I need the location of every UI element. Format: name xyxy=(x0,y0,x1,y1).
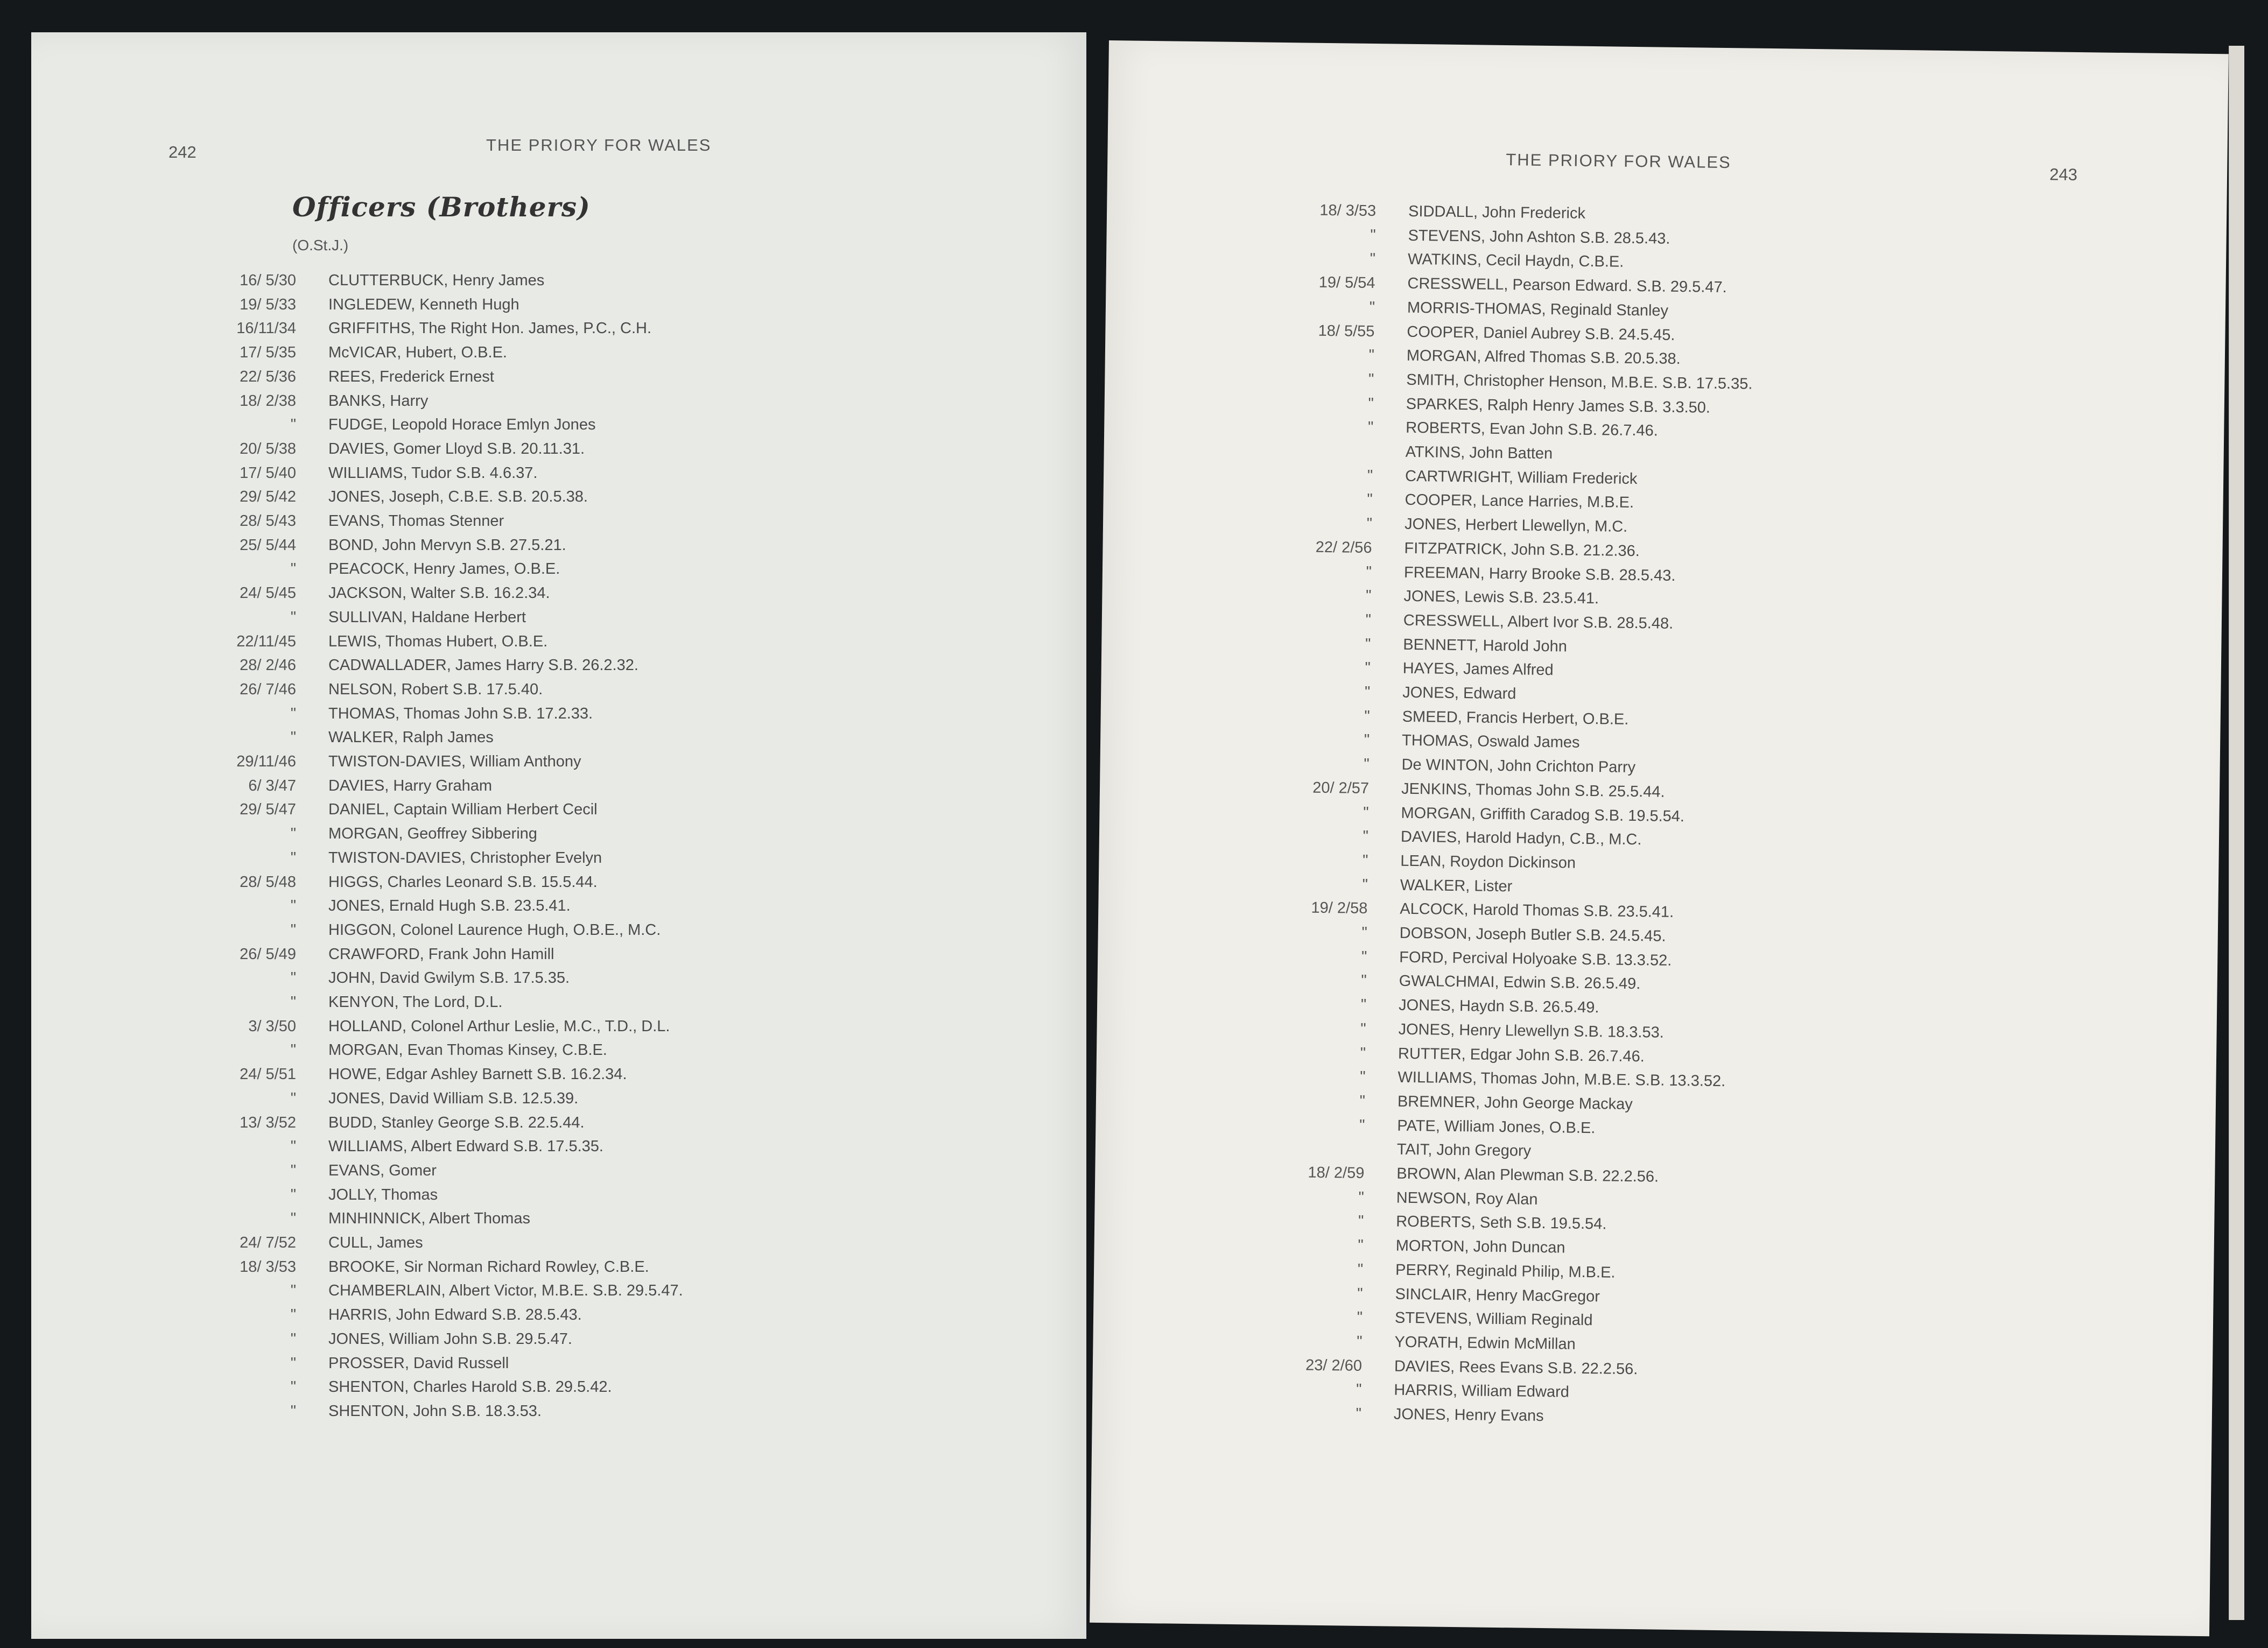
appointment-date: 19/ 5/54 xyxy=(1318,273,1375,292)
appointment-date: 24/ 5/45 xyxy=(240,584,296,602)
appointment-date xyxy=(1241,1139,1365,1140)
appointment-date: " xyxy=(1368,370,1374,388)
appointment-date: " xyxy=(1360,996,1367,1014)
appointment-date: " xyxy=(290,608,296,626)
appointment-date: 18/ 3/53 xyxy=(1319,201,1377,220)
appointment-date: " xyxy=(1360,1068,1366,1086)
officer-name: SINCLAIR, Henry MacGregor xyxy=(1395,1285,1600,1305)
officer-name: LEAN, Roydon Dickinson xyxy=(1400,852,1576,872)
officer-name: WILLIAMS, Tudor S.B. 4.6.37. xyxy=(328,464,538,482)
officer-name: CHAMBERLAIN, Albert Victor, M.B.E. S.B. 29.5.47. xyxy=(328,1282,683,1300)
appointment-date: " xyxy=(1364,683,1371,701)
appointment-date: " xyxy=(1365,587,1372,605)
appointment-date: " xyxy=(290,416,296,434)
officer-name: ROBERTS, Seth S.B. 19.5.54. xyxy=(1396,1213,1607,1233)
officer-name: DOBSON, Joseph Butler S.B. 24.5.45. xyxy=(1399,924,1666,945)
officer-name: De WINTON, John Crichton Parry xyxy=(1401,756,1636,777)
appointment-date: 22/ 2/56 xyxy=(1315,538,1372,557)
appointment-date: " xyxy=(290,1186,296,1203)
appointment-date: 6/ 3/47 xyxy=(248,777,296,794)
officer-name: JONES, William John S.B. 29.5.47. xyxy=(328,1330,572,1348)
officer-name: SIDDALL, John Frederick xyxy=(1408,202,1586,222)
appointment-date: " xyxy=(1370,250,1376,268)
officer-name: JONES, Lewis S.B. 23.5.41. xyxy=(1403,587,1599,608)
appointment-date: " xyxy=(1368,395,1374,412)
officer-name: TWISTON-DAVIES, Christopher Evelyn xyxy=(328,849,602,867)
officer-name: STEVENS, John Ashton S.B. 28.5.43. xyxy=(1408,227,1670,248)
officer-name: MORGAN, Geoffrey Sibbering xyxy=(328,825,537,843)
officer-name: JONES, David William S.B. 12.5.39. xyxy=(328,1089,579,1107)
appointment-date: " xyxy=(1367,419,1374,436)
officer-name: JONES, Haydn S.B. 26.5.49. xyxy=(1398,996,1599,1017)
officer-name: CRESSWELL, Pearson Edward. S.B. 29.5.47. xyxy=(1407,274,1727,297)
appointment-date: 18/ 2/59 xyxy=(1308,1164,1365,1182)
appointment-date: " xyxy=(290,1306,296,1324)
appointment-date: " xyxy=(1367,467,1373,484)
appointment-date: " xyxy=(1358,1213,1364,1230)
appointment-date: " xyxy=(290,1161,296,1179)
officer-name: PROSSER, David Russell xyxy=(328,1354,509,1372)
officer-name: HARRIS, William Edward xyxy=(1394,1381,1570,1401)
officer-name: SULLIVAN, Haldane Herbert xyxy=(328,608,526,626)
appointment-date: 22/ 5/36 xyxy=(240,368,296,385)
right-page xyxy=(1090,40,2229,1636)
appointment-date: " xyxy=(1361,972,1367,990)
officer-name: MINHINNICK, Albert Thomas xyxy=(328,1210,530,1228)
officer-name: THOMAS, Oswald James xyxy=(1401,732,1580,752)
appointment-date: " xyxy=(1360,1020,1366,1038)
appointment-date: 19/ 5/33 xyxy=(240,295,296,313)
appointment-date: " xyxy=(290,994,296,1011)
officer-name: REES, Frederick Ernest xyxy=(328,368,494,385)
appointment-date: " xyxy=(1365,635,1371,653)
officer-name: FITZPATRICK, John S.B. 21.2.36. xyxy=(1404,539,1640,560)
appointment-date: " xyxy=(1359,1092,1366,1110)
appointment-date: 17/ 5/40 xyxy=(240,464,296,482)
officer-name: EVANS, Gomer xyxy=(328,1161,437,1179)
page-number: 243 xyxy=(2049,165,2078,184)
appointment-date: 19/ 2/58 xyxy=(1311,899,1368,918)
officer-name: HOLLAND, Colonel Arthur Leslie, M.C., T.D., D.L. xyxy=(328,1017,670,1035)
appointment-date: 28/ 2/46 xyxy=(240,657,296,674)
appointment-date: " xyxy=(1358,1236,1364,1255)
appointment-date: " xyxy=(290,1378,296,1396)
officer-name: THOMAS, Thomas John S.B. 17.2.33. xyxy=(328,705,593,722)
appointment-date: 29/ 5/42 xyxy=(240,488,296,506)
appointment-date: 16/11/34 xyxy=(236,320,296,337)
officer-name: MORTON, John Duncan xyxy=(1395,1237,1565,1257)
appointment-date: 3/ 3/50 xyxy=(248,1017,296,1035)
officer-name: PERRY, Reginald Philip, M.B.E. xyxy=(1395,1261,1616,1281)
running-header: THE PRIORY FOR WALES xyxy=(486,136,712,154)
appointment-date: " xyxy=(290,897,296,915)
officer-name: JONES, Ernald Hugh S.B. 23.5.41. xyxy=(328,897,571,915)
page-edge xyxy=(2229,46,2244,1620)
officer-name: DANIEL, Captain William Herbert Cecil xyxy=(328,801,598,819)
appointment-date: " xyxy=(290,1210,296,1228)
appointment-date: " xyxy=(1364,755,1370,773)
appointment-date: " xyxy=(1366,563,1372,581)
appointment-date: " xyxy=(290,921,296,939)
appointment-date: " xyxy=(1358,1188,1364,1206)
officer-name: CRAWFORD, Frank John Hamill xyxy=(328,945,554,963)
appointment-date: " xyxy=(1357,1308,1363,1327)
officer-name: JONES, Henry Evans xyxy=(1393,1405,1544,1425)
officer-name: MORRIS-THOMAS, Reginald Stanley xyxy=(1407,299,1669,320)
officer-name: CADWALLADER, James Harry S.B. 26.2.32. xyxy=(328,657,638,674)
appointment-date: " xyxy=(1370,226,1376,244)
appointment-date: " xyxy=(1357,1285,1363,1302)
appointment-date: " xyxy=(1356,1381,1362,1399)
appointment-date xyxy=(1249,441,1373,443)
officer-name: GRIFFITHS, The Right Hon. James, P.C., C.H. xyxy=(328,320,652,337)
running-header: THE PRIORY FOR WALES xyxy=(1506,150,1731,172)
appointment-date: " xyxy=(1357,1260,1364,1278)
officer-name: BROWN, Alan Plewman S.B. 22.2.56. xyxy=(1396,1165,1659,1186)
officer-name: RUTTER, Edgar John S.B. 26.7.46. xyxy=(1398,1045,1645,1065)
appointment-date: 25/ 5/44 xyxy=(240,536,296,554)
officer-name: SHENTON, John S.B. 18.3.53. xyxy=(328,1402,542,1420)
appointment-date: " xyxy=(1365,659,1371,677)
officer-name: McVICAR, Hubert, O.B.E. xyxy=(328,344,507,362)
appointment-date: 28/ 5/48 xyxy=(240,873,296,891)
appointment-date: 29/ 5/47 xyxy=(240,801,296,819)
appointment-date: " xyxy=(1363,804,1369,821)
officer-name: WALKER, Ralph James xyxy=(328,729,494,746)
appointment-date: " xyxy=(1361,924,1367,941)
officer-name: STEVENS, William Reginald xyxy=(1394,1309,1593,1329)
appointment-date: " xyxy=(1361,948,1367,966)
officer-name: JACKSON, Walter S.B. 16.2.34. xyxy=(328,584,550,602)
officer-name: LEWIS, Thomas Hubert, O.B.E. xyxy=(328,632,548,650)
officer-name: HARRIS, John Edward S.B. 28.5.43. xyxy=(328,1306,582,1324)
appointment-date: 18/ 3/53 xyxy=(240,1258,296,1276)
appointment-date: " xyxy=(290,1282,296,1300)
appointment-date: " xyxy=(290,849,296,867)
appointment-date: 24/ 7/52 xyxy=(240,1234,296,1251)
officer-name: SMEED, Francis Herbert, O.B.E. xyxy=(1402,708,1629,728)
officer-name: GWALCHMAI, Edwin S.B. 26.5.49. xyxy=(1399,973,1641,993)
section-title: Officers (Brothers) xyxy=(292,191,591,223)
officer-name: ROBERTS, Evan John S.B. 26.7.46. xyxy=(1406,419,1658,440)
officer-name: COOPER, Lance Harries, M.B.E. xyxy=(1405,491,1634,512)
officer-name: TAIT, John Gregory xyxy=(1396,1140,1532,1160)
appointment-date: " xyxy=(290,560,296,578)
appointment-date: " xyxy=(290,1089,296,1107)
appointment-date: " xyxy=(1366,515,1373,533)
appointment-date: " xyxy=(1365,611,1372,629)
left-page xyxy=(31,32,1086,1639)
officer-name: ALCOCK, Harold Thomas S.B. 23.5.41. xyxy=(1400,900,1674,921)
appointment-date: " xyxy=(290,1354,296,1372)
officer-name: BREMNER, John George Mackay xyxy=(1397,1093,1633,1113)
appointment-date: " xyxy=(1357,1333,1363,1350)
officer-name: JOHN, David Gwilym S.B. 17.5.35. xyxy=(328,969,570,987)
officer-name: BANKS, Harry xyxy=(328,392,429,410)
officer-name: HIGGON, Colonel Laurence Hugh, O.B.E., M.C. xyxy=(328,921,661,939)
officer-name: SPARKES, Ralph Henry James S.B. 3.3.50. xyxy=(1406,395,1711,417)
officer-name: JENKINS, Thomas John S.B. 25.5.44. xyxy=(1401,780,1665,801)
appointment-date: 22/11/45 xyxy=(236,632,296,650)
appointment-date: 29/11/46 xyxy=(236,753,296,770)
officer-name: PEACOCK, Henry James, O.B.E. xyxy=(328,560,560,578)
appointment-date: " xyxy=(1364,731,1370,749)
appointment-date: " xyxy=(1367,491,1373,509)
officer-name: FORD, Percival Holyoake S.B. 13.3.52. xyxy=(1399,948,1672,969)
appointment-date: " xyxy=(290,1402,296,1420)
officer-name: NELSON, Robert S.B. 17.5.40. xyxy=(328,680,543,698)
appointment-date: 26/ 5/49 xyxy=(240,945,296,963)
officer-name: BOND, John Mervyn S.B. 27.5.21. xyxy=(328,536,566,554)
appointment-date: 18/ 2/38 xyxy=(240,392,296,410)
appointment-date: 24/ 5/51 xyxy=(240,1066,296,1083)
officer-name: FREEMAN, Harry Brooke S.B. 28.5.43. xyxy=(1403,564,1676,584)
officer-name: DAVIES, Gomer Lloyd S.B. 20.11.31. xyxy=(328,440,585,457)
appointment-date: " xyxy=(1356,1405,1362,1422)
officer-name: MORGAN, Alfred Thomas S.B. 20.5.38. xyxy=(1406,347,1681,368)
officer-name: JONES, Edward xyxy=(1402,684,1516,703)
appointment-date: " xyxy=(290,1041,296,1059)
officer-name: SHENTON, Charles Harold S.B. 29.5.42. xyxy=(328,1378,612,1396)
appointment-date: 20/ 5/38 xyxy=(240,440,296,457)
appointment-date: " xyxy=(290,729,296,746)
officer-name: JOLLY, Thomas xyxy=(328,1186,438,1203)
officer-name: HOWE, Edgar Ashley Barnett S.B. 16.2.34. xyxy=(328,1066,627,1083)
officer-name: JONES, Henry Llewellyn S.B. 18.3.53. xyxy=(1398,1020,1664,1041)
officer-name: ATKINS, John Batten xyxy=(1405,443,1553,463)
officer-name: CARTWRIGHT, William Frederick xyxy=(1405,467,1638,488)
officer-name: HIGGS, Charles Leonard S.B. 15.5.44. xyxy=(328,873,598,891)
officer-name: DAVIES, Harry Graham xyxy=(328,777,493,794)
officer-name: YORATH, Edwin McMillan xyxy=(1394,1333,1576,1353)
officer-name: FUDGE, Leopold Horace Emlyn Jones xyxy=(328,416,596,434)
appointment-date: 20/ 2/57 xyxy=(1312,779,1370,797)
officer-name: EVANS, Thomas Stenner xyxy=(328,512,504,530)
appointment-date: " xyxy=(290,1330,296,1348)
appointment-date: " xyxy=(1360,1044,1366,1062)
officer-name: CRESSWELL, Albert Ivor S.B. 28.5.48. xyxy=(1403,611,1674,632)
officer-name: CLUTTERBUCK, Henry James xyxy=(328,272,545,289)
officer-name: NEWSON, Roy Alan xyxy=(1396,1189,1538,1208)
officer-name: SMITH, Christopher Henson, M.B.E. S.B. 17.5.35. xyxy=(1406,371,1753,393)
officer-name: CULL, James xyxy=(328,1234,423,1251)
appointment-date: 23/ 2/60 xyxy=(1305,1356,1363,1375)
officer-name: COOPER, Daniel Aubrey S.B. 24.5.45. xyxy=(1407,323,1675,344)
officer-name: WATKINS, Cecil Haydn, C.B.E. xyxy=(1407,251,1624,271)
officer-name: PATE, William Jones, O.B.E. xyxy=(1397,1117,1596,1137)
page-number: 242 xyxy=(168,143,196,161)
officer-name: JONES, Joseph, C.B.E. S.B. 20.5.38. xyxy=(328,488,588,506)
appointment-date: " xyxy=(290,1138,296,1156)
officer-name: MORGAN, Evan Thomas Kinsey, C.B.E. xyxy=(328,1041,607,1059)
section-subtitle: (O.St.J.) xyxy=(292,237,349,253)
officer-name: BENNETT, Harold John xyxy=(1403,636,1568,656)
officer-name: INGLEDEW, Kenneth Hugh xyxy=(328,295,519,313)
officer-name: WILLIAMS, Albert Edward S.B. 17.5.35. xyxy=(328,1138,603,1156)
appointment-date: 17/ 5/35 xyxy=(240,344,296,362)
appointment-date: 26/ 7/46 xyxy=(240,680,296,698)
appointment-date: 16/ 5/30 xyxy=(240,272,296,289)
appointment-date: " xyxy=(290,705,296,722)
appointment-date: " xyxy=(1364,707,1370,725)
officer-name: JONES, Herbert Llewellyn, M.C. xyxy=(1404,515,1628,536)
officer-name: KENYON, The Lord, D.L. xyxy=(328,994,503,1011)
appointment-date: " xyxy=(1363,828,1369,846)
appointment-date: " xyxy=(1368,347,1375,364)
appointment-date: 28/ 5/43 xyxy=(240,512,296,530)
appointment-date: " xyxy=(290,825,296,843)
officer-name: DAVIES, Rees Evans S.B. 22.2.56. xyxy=(1394,1357,1638,1378)
officer-name: BUDD, Stanley George S.B. 22.5.44. xyxy=(328,1114,585,1131)
officer-name: BROOKE, Sir Norman Richard Rowley, C.B.E. xyxy=(328,1258,649,1276)
officer-name: TWISTON-DAVIES, William Anthony xyxy=(328,753,581,770)
appointment-date: " xyxy=(290,969,296,987)
appointment-date: " xyxy=(1362,851,1368,869)
officer-name: MORGAN, Griffith Caradog S.B. 19.5.54. xyxy=(1401,804,1685,825)
officer-name: WILLIAMS, Thomas John, M.B.E. S.B. 13.3.52. xyxy=(1398,1068,1726,1090)
officer-name: WALKER, Lister xyxy=(1400,876,1513,895)
officer-name: DAVIES, Harold Hadyn, C.B., M.C. xyxy=(1400,828,1642,849)
appointment-date: 13/ 3/52 xyxy=(240,1114,296,1131)
appointment-date: " xyxy=(1359,1116,1365,1134)
appointment-date: " xyxy=(1369,298,1375,316)
appointment-date: " xyxy=(1362,876,1368,893)
appointment-date: 18/ 5/55 xyxy=(1318,322,1375,340)
officer-name: HAYES, James Alfred xyxy=(1402,660,1554,679)
